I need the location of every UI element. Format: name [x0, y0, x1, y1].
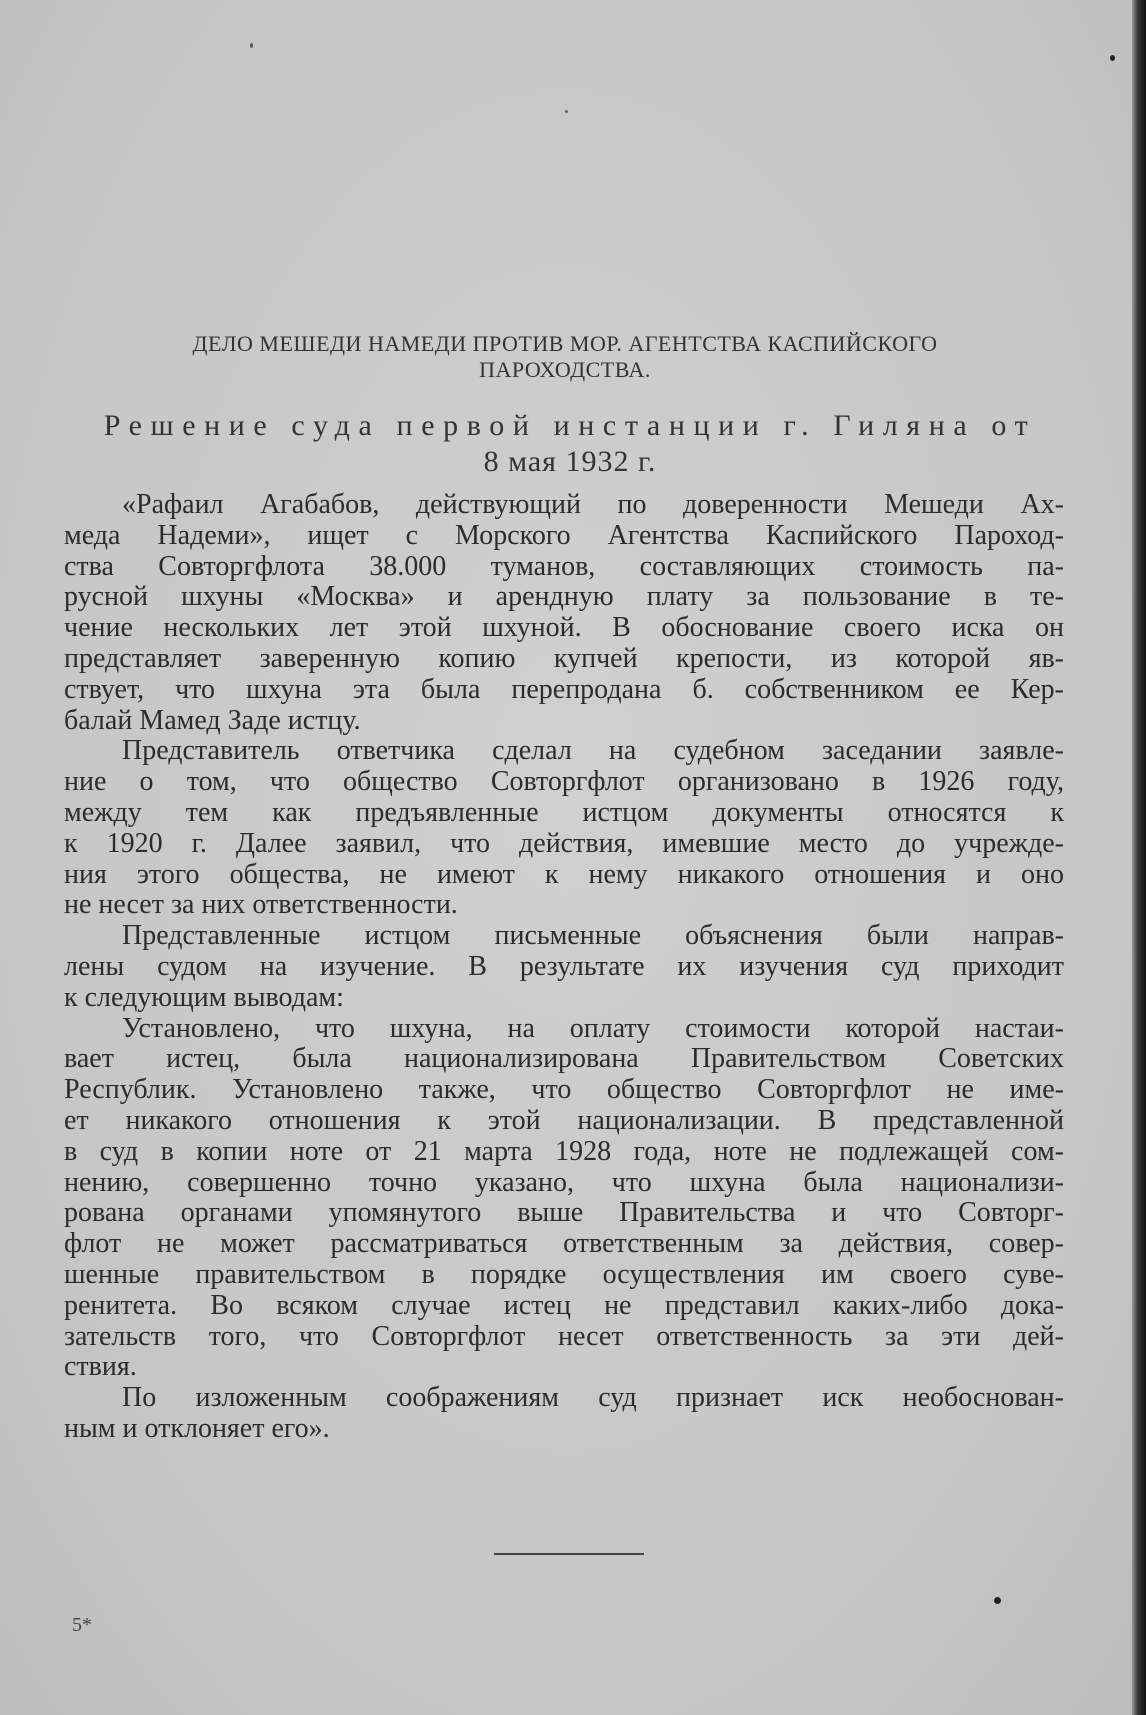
paragraph [64, 921, 1064, 1013]
text-line: русной шхуны «Москва» и арендную плату за пользование в те- [64, 581, 1064, 613]
text-line: меда Надеми», ищет с Морского Агентства Каспийского Пароход- [64, 519, 1064, 551]
decision-heading-line-2: 8 мая 1932 г. [483, 445, 657, 478]
paragraph [64, 1014, 1064, 1384]
text-line: шенные правительством в порядке осуществления им своего суве- [64, 1258, 1064, 1290]
case-title-line-2: ПАРОХОДСТВА. [479, 357, 651, 382]
text-line: вает истец, была национализирована Правительством Советских [64, 1043, 1064, 1075]
closing-rule [494, 1553, 644, 1555]
case-title-line-1: ДЕЛО МЕШЕДИ НАМЕДИ ПРОТИВ МОР. АГЕНТСТВА КАСПИЙСКОГО [192, 331, 938, 356]
text-line: ным и отклоняет его». [64, 1412, 330, 1444]
text-line: не несет за них ответственности. [64, 889, 458, 921]
text-line: ет никакого отношения к этой национализации. В представленной [64, 1104, 1064, 1136]
decision-heading [60, 408, 1080, 480]
text-line: рована органами упомянутого выше Правительства и что Совторг- [64, 1197, 1064, 1229]
text-line: к 1920 г. Далее заявил, что действия, имевшие место до учрежде- [64, 827, 1064, 859]
text-line: зательств того, что Совторгфлот несет ответственность за эти дей- [64, 1320, 1064, 1352]
ink-speck [565, 110, 568, 113]
text-line: ние о том, что общество Совторгфлот организовано в 1926 году, [64, 766, 1064, 798]
text-line: представляет заверенную копию купчей крепости, из которой яв- [64, 642, 1064, 674]
text-line: Представитель ответчика сделал на судебном заседании заявле- [122, 735, 1064, 767]
text-line: ствует, что шхуна эта была перепродана б. собственником ее Кер- [64, 673, 1064, 705]
text-line: ренитета. Во всяком случае истец не представил каких-либо дока- [64, 1289, 1064, 1321]
text-line: ствия. [64, 1351, 137, 1383]
text-line: ния этого общества, не имеют к нему никакого отношения и оно [64, 858, 1064, 890]
text-line: Установлено, что шхуна, на оплату стоимости которой настаи- [122, 1012, 1064, 1044]
text-line: Республик. Установлено также, что общество Совторгфлот не име- [64, 1074, 1064, 1106]
decision-body-text [64, 490, 1064, 1445]
text-line: балай Мамед Заде истцу. [64, 704, 361, 736]
text-line: ства Совторгфлота 38.000 туманов, составляющих стоимость па- [64, 550, 1064, 582]
text-line: нению, совершенно точно указано, что шхуна была национализи- [64, 1166, 1064, 1198]
ink-speck [994, 1597, 1001, 1604]
text-line: Представленные истцом письменные объяснения были направ- [122, 920, 1064, 952]
text-line: в суд в копии ноте от 21 марта 1928 года, ноте не подлежащей сом- [64, 1135, 1064, 1167]
paragraph [64, 490, 1064, 736]
text-line: По изложенным соображениям суд признает иск необоснован- [122, 1382, 1064, 1414]
decision-heading-line-1: Решение суда первой инстанции г. Гиляна от [103, 409, 1037, 442]
text-line: флот не может рассматриваться ответственным за действия, совер- [64, 1228, 1064, 1260]
text-line: между тем как предъявленные истцом документы относятся к [64, 796, 1064, 828]
paragraph [64, 1383, 1064, 1445]
text-line: к следующим выводам: [64, 981, 344, 1013]
ink-speck [1110, 55, 1115, 61]
text-line: «Рафаил Агабабов, действующий по доверенности Мешеди Ах- [122, 489, 1064, 520]
ink-speck [250, 43, 253, 48]
page-signature-mark: 5* [72, 1614, 92, 1636]
text-line: лены судом на изучение. В результате их изучения суд приходит [64, 950, 1064, 982]
text-line: чение нескольких лет этой шхуной. В обоснование своего иска он [64, 612, 1064, 644]
page-edge-shadow [1132, 0, 1146, 1715]
case-title [60, 331, 1070, 383]
paragraph [64, 736, 1064, 921]
